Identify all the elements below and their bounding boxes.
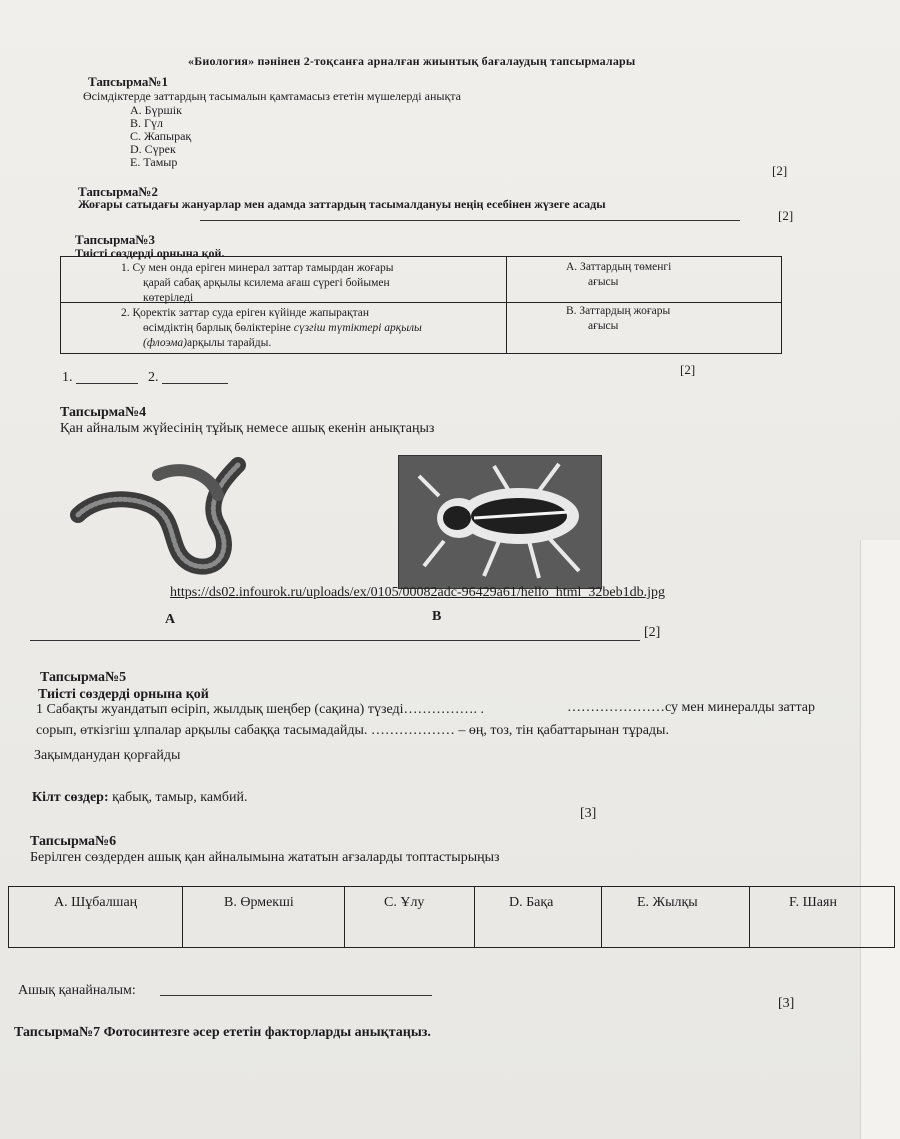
- task5-line2: сорып, өткізгіш ұлпалар арқылы сабаққа тасымадайды. ……………… – өң, тоз, тін қабаттарынан тұрады.: [36, 723, 669, 738]
- optB-line1: В. Заттардың жоғары: [566, 305, 671, 317]
- task5-line3: Зақымданудан қорғайды: [34, 748, 181, 763]
- optA-line2: ағысы: [588, 276, 619, 288]
- task6-option-a[interactable]: А. Шұбалшаң: [54, 895, 138, 910]
- table-divider: [506, 257, 507, 353]
- task1-option-b: В. Гүл: [130, 116, 163, 130]
- task4-answer-line[interactable]: [30, 640, 640, 641]
- task3-blank2-label: 2.: [148, 370, 159, 385]
- task4-heading: Тапсырма№4: [60, 405, 147, 420]
- task5-instruction: Тиісті сөздерді орнына қой: [38, 687, 209, 702]
- task6-question: Берілген сөздерден ашық қан айналымына жататын ағзаларды топтастырыңыз: [30, 850, 500, 865]
- task4-question: Қан айналым жүйесінің тұйық немесе ашық екенін анықтаңыз: [60, 421, 435, 436]
- row2-line2: өсімдіктің барлық бөліктеріне: [143, 322, 294, 334]
- task6-option-b[interactable]: В. Өрмекші: [224, 895, 294, 910]
- task3-row2-text: [121, 306, 422, 351]
- task4-label-b: В: [432, 609, 442, 624]
- task1-option-a: А. Бүршік: [130, 103, 182, 117]
- task1-heading: Тапсырма№1: [88, 74, 168, 89]
- task6-option-e[interactable]: Е. Жылқы: [637, 895, 698, 910]
- row2-phloem: (флоэма): [143, 337, 188, 349]
- task5-heading: Тапсырма№5: [40, 670, 127, 685]
- task7-heading: Тапсырма№7 Фотосинтезге әсер ететін факторларды анықтаңыз.: [14, 1025, 431, 1040]
- table-divider: [474, 887, 475, 947]
- task2-answer-line[interactable]: [200, 220, 740, 221]
- row1-line3: көтеріледі: [143, 292, 194, 304]
- task1-option-d: D. Сүрек: [130, 142, 176, 156]
- row2-line1: 2. Қоректік заттар суда еріген күйінде жапырақтан: [121, 307, 370, 319]
- task2-question: Жоғары сатыдағы жануарлар мен адамда заттардың тасымалдануы неңің есебінен жүзеге асады: [78, 197, 606, 211]
- task6-options-table: [8, 886, 895, 948]
- table-divider: [749, 887, 750, 947]
- task6-option-f[interactable]: F. Шаян: [789, 895, 837, 910]
- earthworm-image: [58, 455, 248, 585]
- task3-mark: [2]: [680, 362, 696, 377]
- task5-line1a: 1 Сабақты жуандатып өсіріп, жылдық шеңбер (сақина) түзеді……………. .: [36, 702, 485, 717]
- table-divider: [344, 887, 345, 947]
- task4-mark: [2]: [644, 625, 661, 640]
- worksheet-title: «Биология» пәнінен 2-тоқсанға арналған жиынтық бағалаудың тапсырмалары: [188, 54, 636, 68]
- task3-blank1-line[interactable]: [76, 383, 138, 384]
- table-divider: [601, 887, 602, 947]
- task6-answer-label: Ашық қанайналым:: [18, 983, 136, 998]
- task1-option-c: С. Жапырақ: [130, 129, 192, 143]
- row2-italic: сүзгіш түтіктері арқылы: [293, 322, 422, 334]
- task3-heading: Тапсырма№3: [75, 232, 155, 247]
- task4-label-a: А: [165, 612, 176, 627]
- optB-line2: ағысы: [588, 320, 619, 332]
- task1-mark: [2]: [772, 163, 788, 178]
- table-divider: [182, 887, 183, 947]
- task2-heading: Тапсырма№2: [78, 184, 158, 199]
- keywords-label: Кілт сөздер:: [32, 790, 109, 805]
- task4-image-url[interactable]: https://ds02.infourok.ru/uploads/ex/0105/00082adc-96429a61/hello_html_32beb1db.jpg: [170, 585, 666, 600]
- task2-mark: [2]: [778, 208, 794, 223]
- task6-heading: Тапсырма№6: [30, 834, 117, 849]
- task1-option-e: Е. Тамыр: [130, 155, 178, 169]
- task6-mark: [3]: [778, 996, 795, 1011]
- row2-line3: арқылы тарайды.: [187, 337, 272, 349]
- task3-blank1-label: 1.: [62, 370, 73, 385]
- task3-blank2-line[interactable]: [162, 383, 228, 384]
- task3-option-a: [566, 260, 671, 290]
- task5-mark: [3]: [580, 806, 597, 821]
- task6-answer-line[interactable]: [160, 995, 432, 996]
- task5-keywords: [32, 790, 248, 806]
- task3-table: [60, 256, 782, 354]
- adjacent-paper-edge: [860, 540, 900, 1139]
- task6-option-d[interactable]: D. Бақа: [509, 895, 554, 910]
- keywords-list: қабық, тамыр, камбий.: [112, 790, 248, 805]
- optA-line1: А. Заттардың төменгі: [566, 261, 672, 273]
- ant-circulatory-image: [398, 455, 602, 589]
- row1-line2: қарай сабақ арқылы ксилема ағаш сүрегі бойымен: [143, 277, 390, 289]
- task3-instruction: Тиісті сөздерді орнына қой.: [75, 246, 225, 260]
- task1-question: Өсімдіктерде заттардың тасымалын қамтамасыз ететін мүшелерді анықта: [83, 89, 461, 103]
- task3-option-b: [566, 304, 670, 334]
- task5-line1b: …………………су мен минералды заттар: [567, 700, 816, 715]
- task3-row1-text: [121, 261, 394, 306]
- task6-option-c[interactable]: С. Ұлу: [384, 895, 425, 910]
- row1-line1: 1. Су мен онда еріген минерал заттар тамырдан жоғары: [121, 262, 394, 274]
